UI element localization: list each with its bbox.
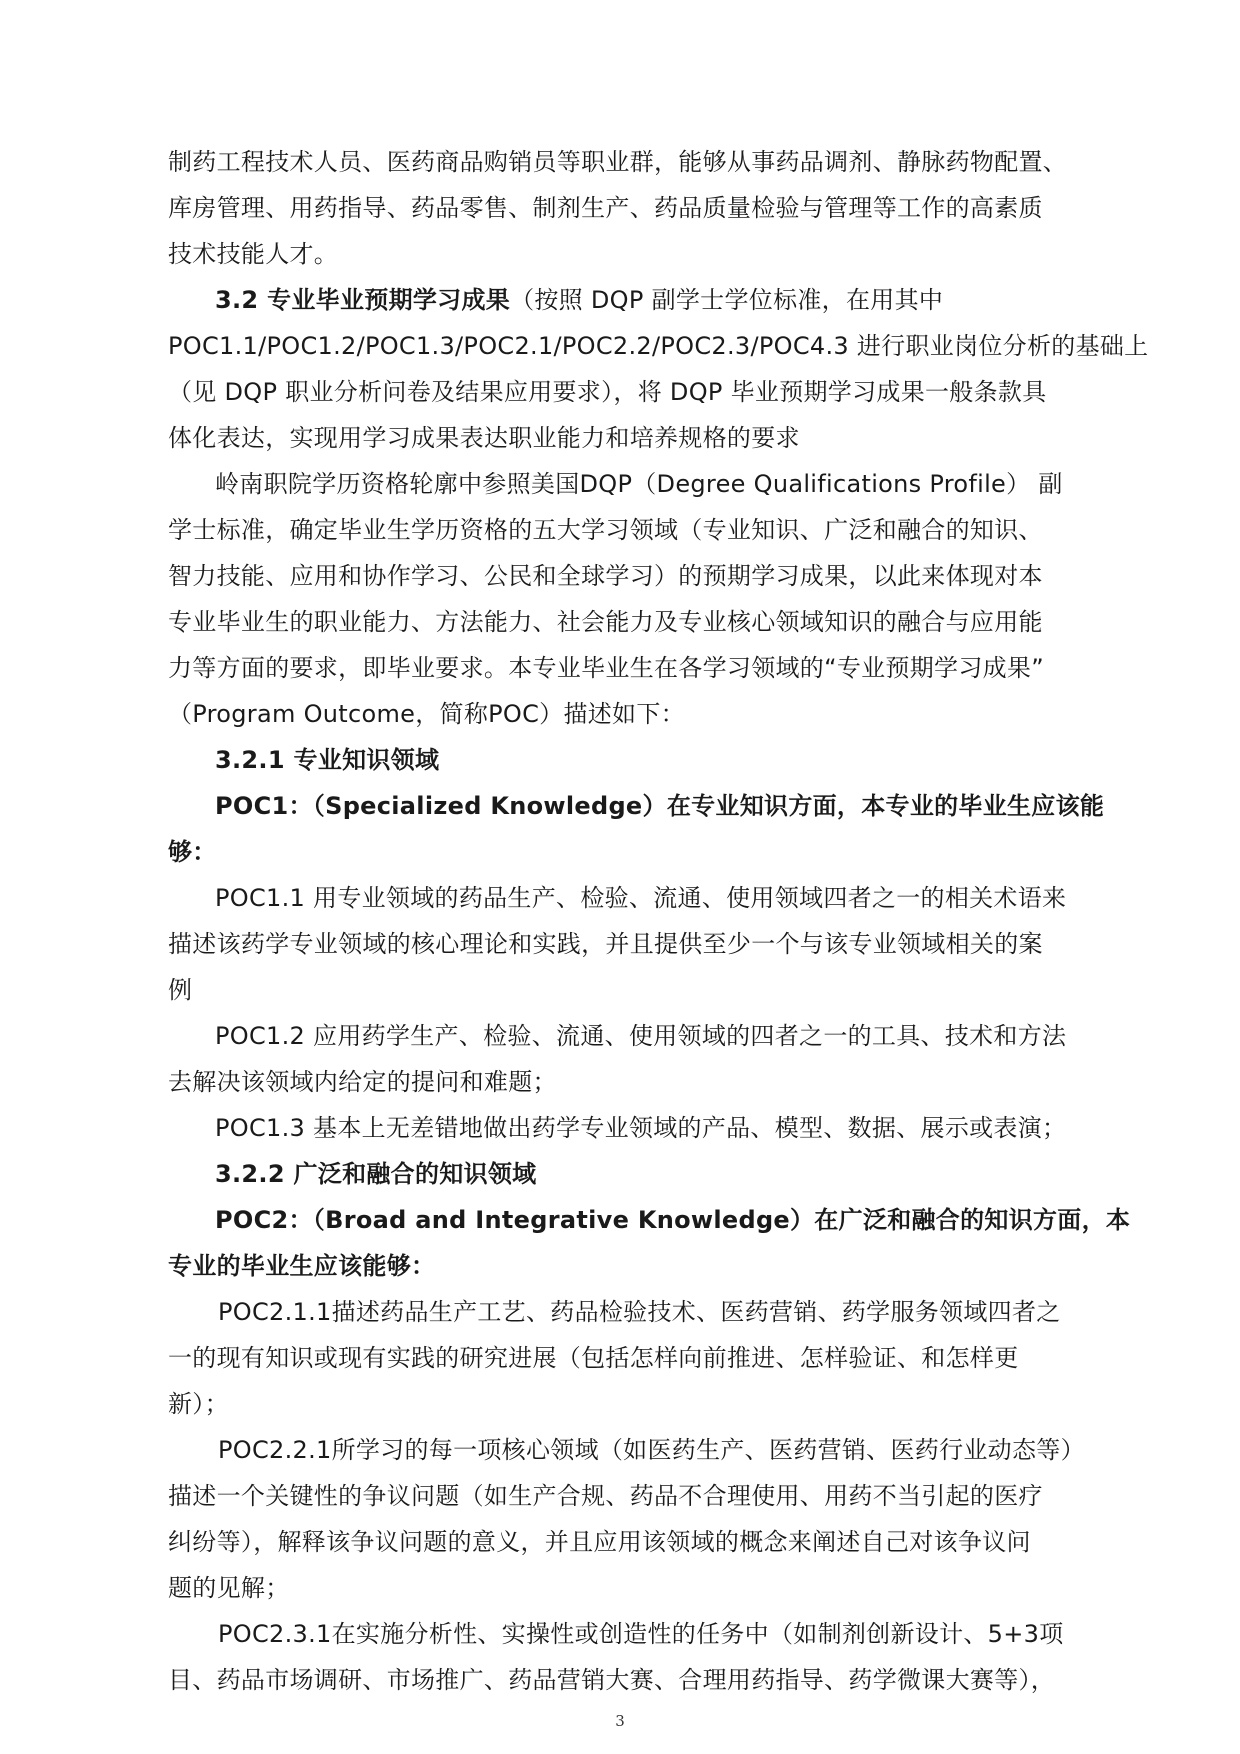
text-line: 岭南职院学历资格轮廓中参照美国DQP（Degree Qualifications Profile） 副: [215, 470, 1063, 498]
section-heading-3-2: 3.2 专业毕业预期学习成果: [215, 286, 511, 314]
poc1-heading: POC1：（Specialized Knowledge）在专业知识方面，本专业的毕业生应该能: [215, 792, 1105, 820]
text-line: POC1.2 应用药学生产、检验、流通、使用领域的四者之一的工具、技术和方法: [215, 1022, 1067, 1050]
text-line: 智力技能、应用和协作学习、公民和全球学习）的预期学习成果，以此来体现对本: [168, 562, 1043, 590]
text-line: 制药工程技术人员、医药商品购销员等职业群，能够从事药品调剂、静脉药物配置、: [168, 148, 1068, 176]
text-line: 去解决该领域内给定的提问和难题；: [168, 1068, 557, 1096]
text-line: 专业毕业生的职业能力、方法能力、社会能力及专业核心领域知识的融合与应用能: [168, 608, 1043, 636]
text-line: POC2.3.1在实施分析性、实操性或创造性的任务中（如制剂创新设计、5+3项: [218, 1620, 1064, 1648]
text-line: 描述一个关键性的争议问题（如生产合规、药品不合理使用、用药不当引起的医疗: [168, 1482, 1043, 1510]
section-3-2-text: （按照 DQP 副学士学位标准，在用其中: [510, 286, 944, 314]
text-line: 描述该药学专业领域的核心理论和实践，并且提供至少一个与该专业领域相关的案: [168, 930, 1043, 958]
text-line: 力等方面的要求，即毕业要求。本专业毕业生在各学习领域的“专业预期学习成果”: [168, 654, 1044, 682]
text-line: （Program Outcome，简称POC）描述如下：: [168, 700, 685, 728]
text-line: POC2.2.1所学习的每一项核心领域（如医药生产、医药营销、医药行业动态等）: [218, 1436, 1085, 1464]
text-line: POC1.1 用专业领域的药品生产、检验、流通、使用领域四者之一的相关术语来: [215, 884, 1067, 912]
text-line: 库房管理、用药指导、药品零售、制剂生产、药品质量检验与管理等工作的高素质: [168, 194, 1043, 222]
text-line: 新）；: [168, 1390, 229, 1418]
text-line: POC1.3 基本上无差错地做出药学专业领域的产品、模型、数据、展示或表演；: [215, 1114, 1067, 1142]
poc1-heading-cont: 够：: [168, 838, 217, 866]
text-line: 一的现有知识或现有实践的研究进展（包括怎样向前推进、怎样验证、和怎样更: [168, 1344, 1019, 1372]
section-3-2-line: [215, 283, 943, 317]
poc2-heading: POC2：（Broad and Integrative Knowledge）在广泛和融合的知识方面，本: [215, 1206, 1131, 1234]
page-number: 3: [615, 1712, 625, 1730]
text-line: 纠纷等），解释该争议问题的意义，并且应用该领域的概念来阐述自己对该争议问: [168, 1528, 1031, 1556]
text-line: 目、药品市场调研、市场推广、药品营销大赛、合理用药指导、药学微课大赛等），: [168, 1666, 1056, 1694]
text-line: POC1.1/POC1.2/POC1.3/POC2.1/POC2.2/POC2.3/POC4.3 进行职业岗位分析的基础上: [168, 332, 1149, 360]
text-line: 例: [168, 976, 193, 1004]
text-line: 学士标准，确定毕业生学历资格的五大学习领域（专业知识、广泛和融合的知识、: [168, 516, 1043, 544]
text-line: （见 DQP 职业分析问卷及结果应用要求），将 DQP 毕业预期学习成果一般条款具: [168, 378, 1047, 406]
text-line: POC2.1.1描述药品生产工艺、药品检验技术、医药营销、药学服务领域四者之: [218, 1298, 1061, 1326]
text-line: 题的见解；: [168, 1574, 290, 1602]
section-heading-3-2-2: 3.2.2 广泛和融合的知识领域: [215, 1160, 537, 1188]
text-line: 技术技能人才。: [168, 240, 339, 268]
section-heading-3-2-1: 3.2.1 专业知识领域: [215, 746, 440, 774]
poc2-heading-cont: 专业的毕业生应该能够：: [168, 1252, 436, 1280]
text-line: 体化表达，实现用学习成果表达职业能力和培养规格的要求: [168, 424, 800, 452]
